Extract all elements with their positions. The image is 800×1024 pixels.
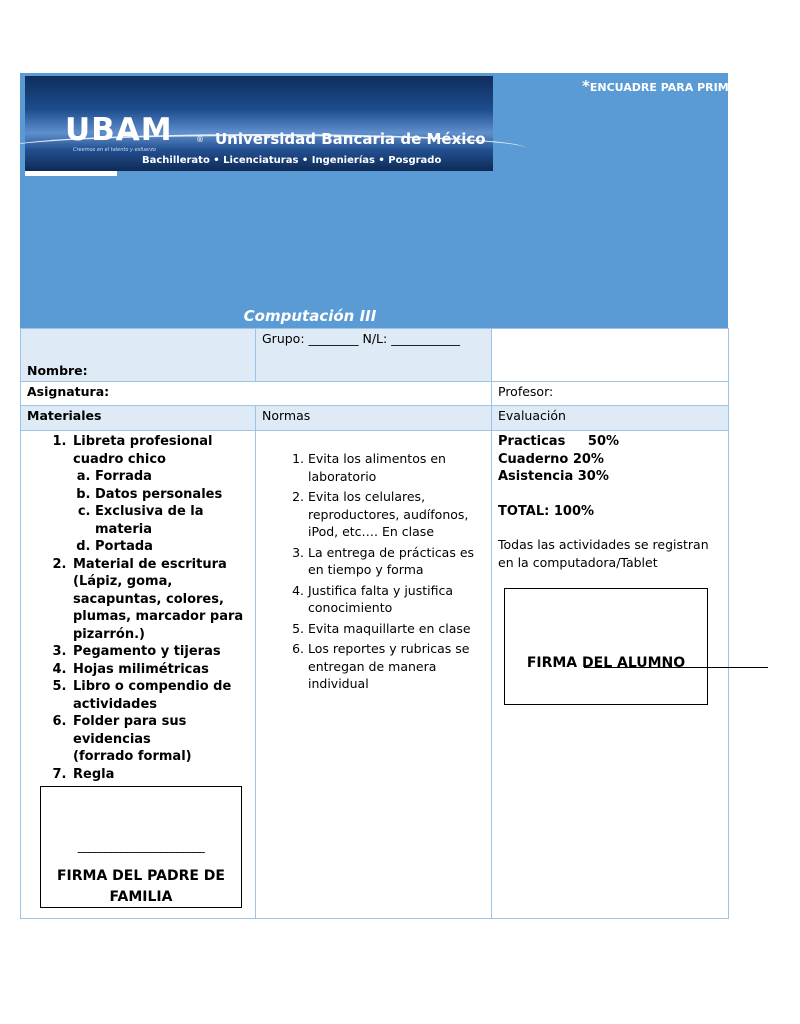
course-title: Computación III: [243, 307, 377, 325]
ubam-logo: UBAM: [65, 112, 173, 148]
university-banner: [25, 76, 493, 171]
materiales-header: Materiales: [21, 406, 256, 431]
eval-note: Todas las actividades se registran en la computadora/Tablet: [498, 537, 709, 570]
document: [20, 73, 800, 919]
normas-list: [262, 450, 485, 693]
list-item: 6. Los reportes y rubricas se entregan de manera individual: [308, 640, 485, 693]
normas-cell: [256, 431, 492, 919]
list-item: d. Portada: [95, 538, 249, 556]
student-empty-cell: [492, 329, 729, 382]
materiales-sublist: [73, 468, 249, 556]
list-item: 2. Evita los celulares, reproductores, audífonos, iPod, etc…. En clase: [308, 488, 485, 541]
content-row: [21, 431, 729, 919]
subject-row: [21, 382, 729, 406]
list-item: 4. Hojas milimétricas: [71, 661, 249, 679]
list-item: b. Datos personales: [95, 486, 249, 504]
registered-mark: ®: [196, 135, 204, 144]
nombre-cell: [21, 329, 256, 382]
list-item: 4. Justifica falta y justifica conocimiento: [308, 582, 485, 617]
evaluacion-cell: [492, 431, 729, 919]
eval-total: TOTAL: 100%: [498, 503, 595, 519]
list-item: 1. Evita los alimentos en laboratorio: [308, 450, 485, 485]
firma-alumno-box: [504, 588, 708, 705]
asignatura-cell: [21, 382, 492, 406]
profesor-cell: [492, 382, 729, 406]
firma-alumno-line: [584, 667, 768, 668]
encuadre-heading: *ENCUADRE PARA PRIMER PARCIAL: [582, 77, 800, 95]
eval-asistencia: Asistencia 30%: [498, 469, 609, 484]
banner-white-strip: [25, 171, 117, 176]
normas-header: Normas: [256, 406, 492, 431]
nombre-label: Nombre:: [27, 363, 88, 378]
university-name: Universidad Bancaria de México: [215, 130, 486, 148]
list-item: 5. Evita maquillarte en clase: [308, 620, 485, 638]
firma-alumno-label: FIRMA DEL ALUMNO: [526, 655, 686, 671]
firma-padre-label: FIRMA DEL PADRE DE FAMILIA: [56, 868, 225, 905]
header-band: [20, 73, 800, 328]
list-item: 1. Libreta profesional cuadro chico a. Forrada b. Datos personales c. Exclusiva de la materia d. Portada: [71, 433, 249, 556]
student-row: [21, 329, 729, 382]
list-item: 3. Pegamento y tijeras: [71, 643, 249, 661]
eval-practicas: Practicas 50%: [498, 434, 620, 449]
eval-cuaderno: Cuaderno 20%: [498, 451, 604, 467]
list-item: c. Exclusiva de la materia: [95, 503, 249, 538]
profesor-label: Profesor:: [498, 384, 554, 399]
materiales-list: [27, 433, 249, 783]
firma-padre-box: [40, 786, 242, 908]
list-item: 2. Material de escritura (Lápiz, goma, sacapuntas, colores, plumas, marcador para pizarrón.): [71, 556, 249, 644]
column-header-row: [21, 406, 729, 431]
list-item: 6. Folder para sus evidencias (forrado formal): [71, 713, 249, 766]
materiales-cell: [21, 431, 256, 919]
firma-padre-line: _______________________: [77, 839, 205, 853]
list-item: a. Forrada: [95, 468, 249, 486]
asignatura-label: Asignatura:: [27, 384, 110, 399]
evaluacion-header: Evaluación: [492, 406, 729, 431]
list-item: 7. Regla: [71, 766, 249, 784]
list-item: 3. La entrega de prácticas es en tiempo y forma: [308, 544, 485, 579]
grupo-cell: [256, 329, 492, 382]
banner-programs: Bachillerato • Licenciaturas • Ingenierías • Posgrado: [142, 155, 442, 166]
list-item: 5. Libro o compendio de actividades: [71, 678, 249, 713]
banner-tagline: Creemos en el talento y esfuerzo: [73, 147, 156, 153]
grupo-label: Grupo: ________ N/L: ___________: [262, 331, 460, 346]
encuadre-table: [20, 328, 729, 919]
